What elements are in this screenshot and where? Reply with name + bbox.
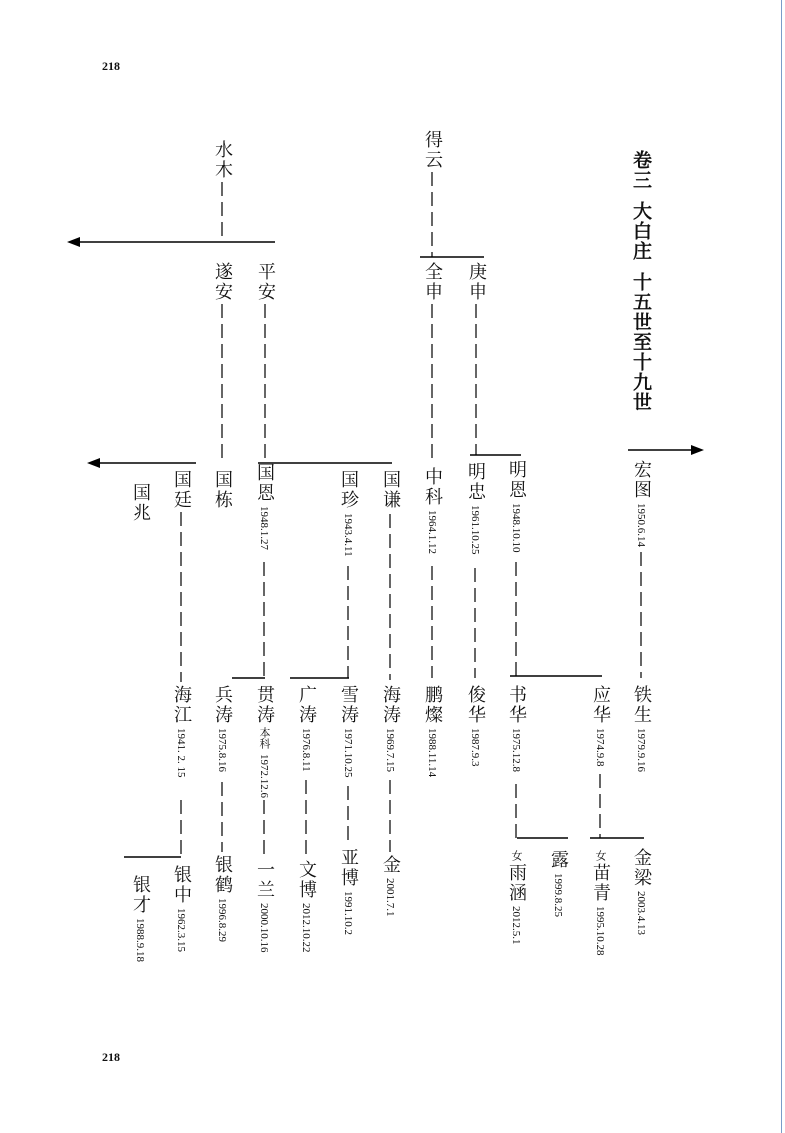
page-number-top: 218 — [102, 59, 120, 73]
person-pengcan — [421, 685, 443, 777]
person-birthdate: 1999.8.25 — [552, 873, 564, 917]
person-birthdate: 1948.10.10 — [510, 503, 522, 553]
person-note: 本科 — [258, 727, 271, 749]
person-guantao — [253, 685, 275, 798]
dashed-connectors — [181, 172, 641, 857]
person-name: 雨涵 — [506, 863, 527, 903]
person-birthdate: 1996.8.29 — [216, 898, 228, 942]
person-birthdate: 1948.1.27 — [258, 506, 270, 550]
person-suian — [211, 262, 233, 302]
arrowheads — [67, 237, 704, 468]
person-name: 广涛 — [296, 685, 317, 725]
person-birthdate: 1974.9.8 — [594, 728, 606, 767]
person-birthdate: 2000.10.16 — [258, 903, 270, 953]
person-name: 金 — [380, 855, 401, 875]
person-name: 国珍 — [338, 470, 359, 510]
person-note: 女 — [594, 850, 607, 861]
person-gengshen — [465, 262, 487, 302]
person-birthdate: 1972.12.6 — [258, 754, 270, 798]
person-birthdate: 2012.5.1 — [510, 906, 522, 945]
person-birthdate: 1987.9.3 — [469, 728, 481, 767]
person-name: 国廷 — [171, 470, 192, 510]
person-birthdate: 1976.8.11 — [300, 728, 312, 772]
person-birthdate: 1975.8.16 — [216, 728, 228, 772]
person-haitao — [379, 685, 401, 772]
person-name: 鹏燦 — [422, 685, 443, 725]
person-name: 一兰 — [254, 860, 275, 900]
arrowhead-left-upper — [67, 237, 80, 247]
page-number-bottom: 218 — [102, 1050, 120, 1064]
arrowhead-right — [691, 445, 704, 455]
person-guozhen — [337, 470, 359, 557]
person-birthdate: 1969.7.15 — [384, 728, 396, 772]
person-mingzhong — [464, 462, 486, 555]
title-volume: 卷三 — [630, 150, 652, 190]
person-name: 水木 — [212, 140, 233, 180]
person-note: 女 — [510, 850, 523, 861]
person-name: 庚申 — [466, 262, 487, 302]
person-name: 平安 — [255, 262, 276, 302]
person-yinghua — [589, 685, 611, 767]
person-yuhan — [505, 848, 527, 945]
person-birthdate: 1950.6.14 — [635, 503, 647, 547]
person-birthdate: 1995.10.28 — [594, 906, 606, 956]
person-birthdate: 1962.3.15 — [175, 908, 187, 952]
person-birthdate: 1979.9.16 — [635, 728, 647, 772]
person-hongtu — [630, 460, 652, 547]
person-guodong — [211, 470, 233, 510]
person-name: 露 — [548, 850, 569, 870]
person-birthdate: 2012.10.22 — [300, 903, 312, 953]
person-birthdate: 1964.1.12 — [426, 510, 438, 554]
person-name: 遂安 — [212, 262, 233, 302]
person-name: 银才 — [130, 875, 151, 915]
person-name: 书华 — [506, 685, 527, 725]
person-jin — [379, 855, 401, 917]
person-name: 国谦 — [380, 470, 401, 510]
person-guangtao — [295, 685, 317, 772]
person-guoting — [170, 470, 192, 510]
person-birthdate: 1971.10.25 — [342, 728, 354, 778]
person-name: 雪涛 — [338, 685, 359, 725]
person-birthdate: 1975.12.8 — [510, 728, 522, 772]
person-name: 国兆 — [130, 483, 151, 523]
person-tiesheng — [630, 685, 652, 772]
person-name: 铁生 — [631, 685, 652, 725]
person-mingen — [505, 460, 527, 553]
person-name: 国恩 — [254, 463, 275, 503]
person-wenbo — [295, 860, 317, 953]
person-yilan — [253, 860, 275, 953]
person-miaoqing — [589, 848, 611, 956]
person-name: 得云 — [422, 130, 443, 170]
person-birthdate: 1961.10.25 — [469, 505, 481, 555]
person-name: 俊华 — [465, 685, 486, 725]
person-name: 国栋 — [212, 470, 233, 510]
person-name: 全申 — [422, 262, 443, 302]
person-birthdate: 2001.7.1 — [384, 878, 396, 917]
person-guoqian — [379, 470, 401, 510]
person-name: 贯涛 — [254, 685, 275, 725]
person-birthdate: 1991.10.2 — [342, 891, 354, 935]
person-yinzhong — [170, 865, 192, 952]
arrowhead-left-lower — [87, 458, 100, 468]
person-name: 苗青 — [590, 863, 611, 903]
title-range: 十五世至十九世 — [630, 272, 652, 412]
person-shuhua — [505, 685, 527, 772]
person-quanshen — [421, 262, 443, 302]
person-name: 海江 — [171, 685, 192, 725]
person-name: 金梁 — [631, 848, 652, 888]
person-shuimu — [211, 140, 233, 180]
person-birthdate: 2003.4.13 — [635, 891, 647, 935]
person-deyun — [421, 130, 443, 170]
person-name: 银中 — [171, 865, 192, 905]
person-xuetao — [337, 685, 359, 778]
person-name: 兵涛 — [212, 685, 233, 725]
person-birthdate: 1988.11.14 — [426, 728, 438, 778]
title-village: 大白庄 — [630, 201, 652, 261]
person-pingan — [254, 262, 276, 302]
person-birthdate: 1988.9.18 — [134, 918, 146, 962]
person-name: 明忠 — [465, 462, 486, 502]
person-name: 文博 — [296, 860, 317, 900]
person-name: 宏图 — [631, 460, 652, 500]
person-lu — [547, 850, 569, 917]
person-guoen — [253, 463, 275, 550]
person-haijiang — [170, 685, 192, 778]
person-name: 应华 — [590, 685, 611, 725]
person-yincai — [129, 875, 151, 962]
person-bingtao — [211, 685, 233, 772]
person-zhongke — [421, 467, 443, 554]
person-yinhe — [211, 855, 233, 942]
person-birthdate: 1943.4.11 — [342, 513, 354, 557]
person-name: 亚博 — [338, 848, 359, 888]
person-jinliang — [630, 848, 652, 935]
person-name: 明恩 — [506, 460, 527, 500]
person-yabo — [337, 848, 359, 935]
person-name: 银鹤 — [212, 855, 233, 895]
person-guozhao — [129, 483, 151, 523]
person-name: 海涛 — [380, 685, 401, 725]
person-birthdate: 1941. 2. 15 — [175, 728, 187, 778]
person-name: 中科 — [422, 467, 443, 507]
person-junhua — [464, 685, 486, 767]
